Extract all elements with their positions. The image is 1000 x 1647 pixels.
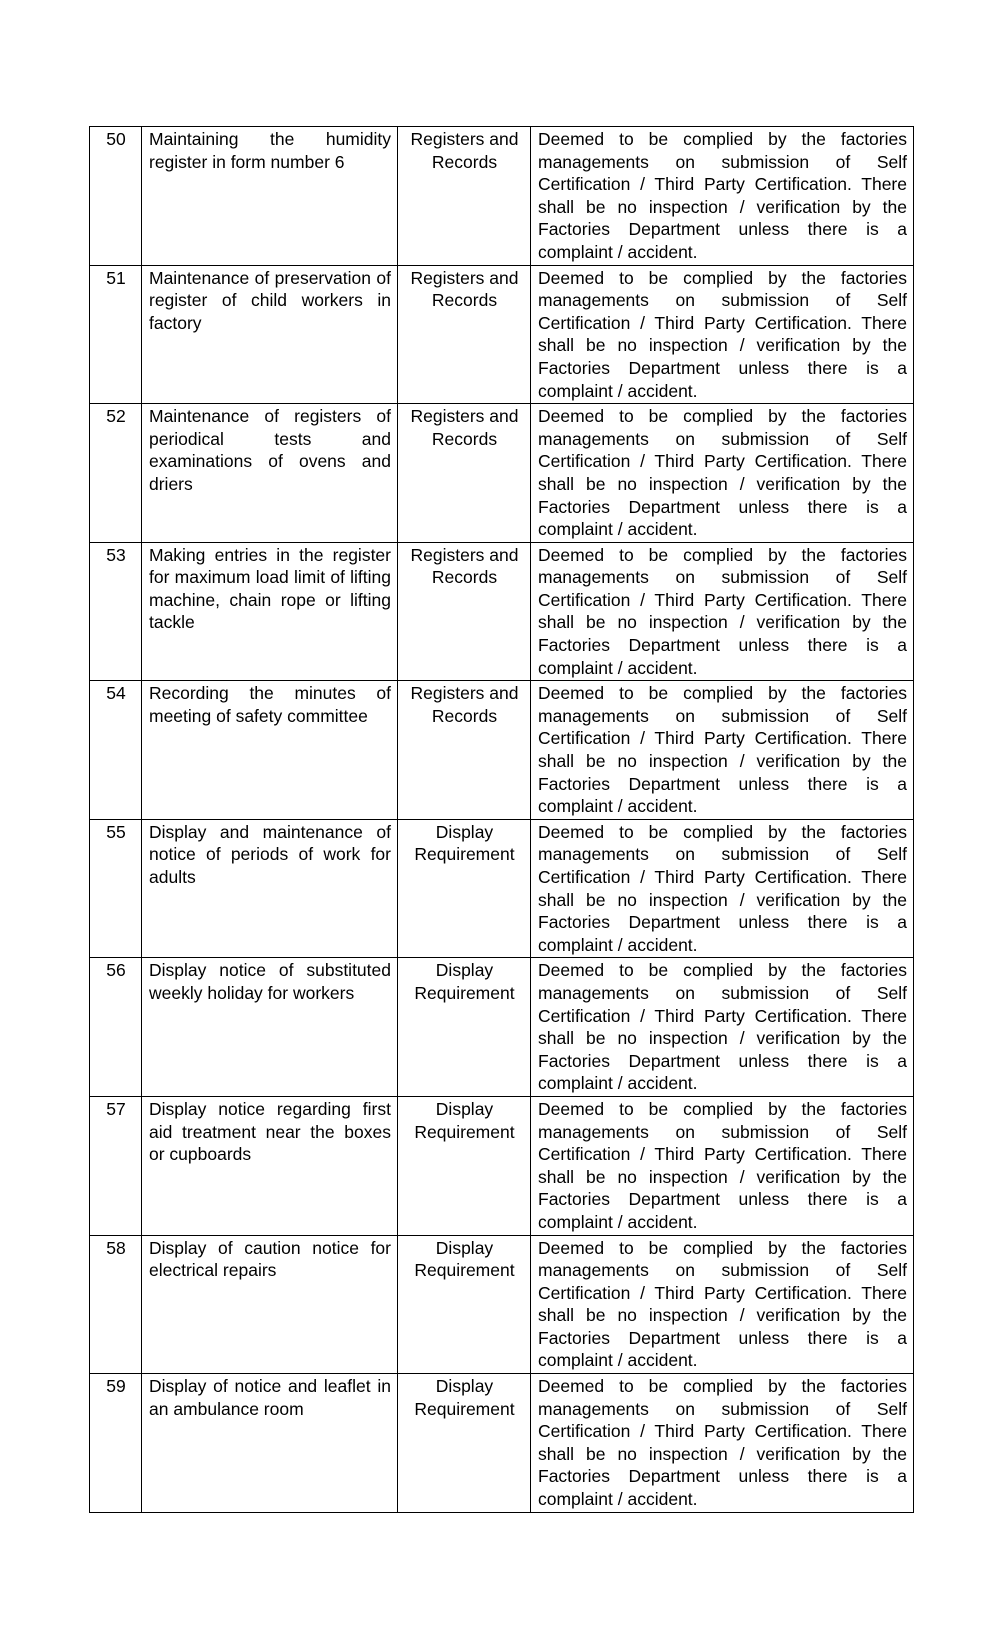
row-description: Display and maintenance of notice of periods of work for adults	[142, 819, 398, 958]
row-category: Display Requirement	[398, 958, 531, 1097]
row-remarks: Deemed to be complied by the factories managements on submission of Self Certification / Third Party Certification. There shall be no inspection / verification by the Factories Department unless there is a complaint / accident.	[531, 681, 914, 820]
row-remarks: Deemed to be complied by the factories managements on submission of Self Certification / Third Party Certification. There shall be no inspection / verification by the Factories Department unless there is a complaint / accident.	[531, 1096, 914, 1235]
row-remarks: Deemed to be complied by the factories managements on submission of Self Certification / Third Party Certification. There shall be no inspection / verification by the Factories Department unless there is a complaint / accident.	[531, 1374, 914, 1513]
row-category: Display Requirement	[398, 819, 531, 958]
row-description: Display notice regarding first aid treatment near the boxes or cupboards	[142, 1096, 398, 1235]
row-number: 55	[90, 819, 142, 958]
row-number: 51	[90, 265, 142, 404]
table-row	[90, 1374, 914, 1513]
row-remarks: Deemed to be complied by the factories managements on submission of Self Certification / Third Party Certification. There shall be no inspection / verification by the Factories Department unless there is a complaint / accident.	[531, 1235, 914, 1374]
row-category: Registers and Records	[398, 681, 531, 820]
compliance-table	[89, 126, 914, 1513]
row-category: Display Requirement	[398, 1235, 531, 1374]
row-category: Display Requirement	[398, 1096, 531, 1235]
row-description: Making entries in the register for maximum load limit of lifting machine, chain rope or lifting tackle	[142, 542, 398, 681]
row-number: 50	[90, 127, 142, 266]
row-remarks: Deemed to be complied by the factories managements on submission of Self Certification / Third Party Certification. There shall be no inspection / verification by the Factories Department unless there is a complaint / accident.	[531, 819, 914, 958]
row-number: 56	[90, 958, 142, 1097]
row-remarks: Deemed to be complied by the factories managements on submission of Self Certification / Third Party Certification. There shall be no inspection / verification by the Factories Department unless there is a complaint / accident.	[531, 265, 914, 404]
row-category: Display Requirement	[398, 1374, 531, 1513]
row-description: Recording the minutes of meeting of safety committee	[142, 681, 398, 820]
row-number: 54	[90, 681, 142, 820]
row-remarks: Deemed to be complied by the factories managements on submission of Self Certification / Third Party Certification. There shall be no inspection / verification by the Factories Department unless there is a complaint / accident.	[531, 542, 914, 681]
row-description: Maintaining the humidity register in form number 6	[142, 127, 398, 266]
row-remarks: Deemed to be complied by the factories managements on submission of Self Certification / Third Party Certification. There shall be no inspection / verification by the Factories Department unless there is a complaint / accident.	[531, 958, 914, 1097]
row-category: Registers and Records	[398, 404, 531, 543]
row-description: Maintenance of preservation of register of child workers in factory	[142, 265, 398, 404]
row-number: 52	[90, 404, 142, 543]
row-category: Registers and Records	[398, 265, 531, 404]
table-row	[90, 1235, 914, 1374]
row-remarks: Deemed to be complied by the factories managements on submission of Self Certification / Third Party Certification. There shall be no inspection / verification by the Factories Department unless there is a complaint / accident.	[531, 404, 914, 543]
row-description: Maintenance of registers of periodical tests and examinations of ovens and driers	[142, 404, 398, 543]
table-row	[90, 127, 914, 266]
table-row	[90, 681, 914, 820]
table-row	[90, 819, 914, 958]
table-row	[90, 542, 914, 681]
row-description: Display of caution notice for electrical repairs	[142, 1235, 398, 1374]
row-number: 58	[90, 1235, 142, 1374]
table-row	[90, 958, 914, 1097]
table-row	[90, 265, 914, 404]
row-number: 57	[90, 1096, 142, 1235]
row-description: Display of notice and leaflet in an ambulance room	[142, 1374, 398, 1513]
row-category: Registers and Records	[398, 542, 531, 681]
row-description: Display notice of substituted weekly holiday for workers	[142, 958, 398, 1097]
row-number: 59	[90, 1374, 142, 1513]
table-row	[90, 1096, 914, 1235]
table-row	[90, 404, 914, 543]
row-remarks: Deemed to be complied by the factories managements on submission of Self Certification / Third Party Certification. There shall be no inspection / verification by the Factories Department unless there is a complaint / accident.	[531, 127, 914, 266]
row-category: Registers and Records	[398, 127, 531, 266]
row-number: 53	[90, 542, 142, 681]
